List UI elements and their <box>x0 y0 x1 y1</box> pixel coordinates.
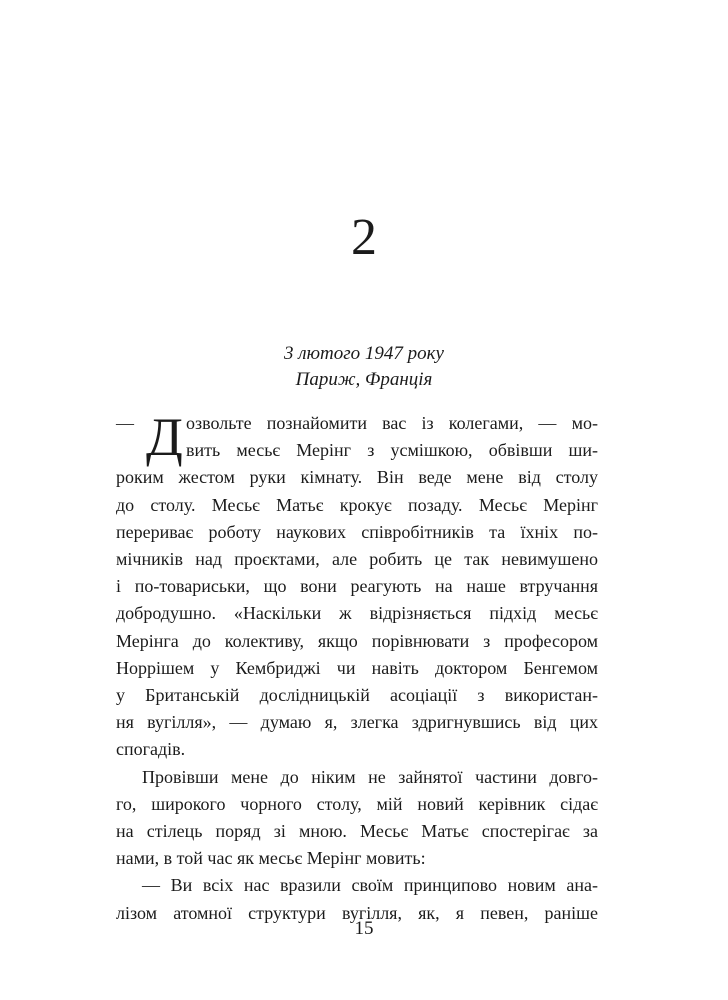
body-text <box>116 407 598 927</box>
dialogue-dash: — <box>116 413 134 433</box>
text-line: Провівши мене до ніким не зайнятої частини довго- <box>142 766 598 787</box>
text-line: до столу. Месьє Матьє крокує позаду. Месьє Мерінг <box>116 494 598 515</box>
text-line: перериває роботу наукових співробітників та їхніх по- <box>116 521 598 542</box>
text-line: ня вугілля», — думаю я, злегка здригнувшись від цих <box>116 712 598 733</box>
text-line: спогадів. <box>116 739 186 760</box>
text-line: Норрішем у Кембриджі чи навіть доктором Бенгемом <box>116 657 598 678</box>
text-line: вить месьє Мерінг з усмішкою, обвівши ши- <box>186 440 598 461</box>
text-line: і по-товариськи, що вони реагують на наше втручання <box>116 576 598 597</box>
text-line-content: озвольте познайомити вас із колегами, — мо- <box>186 413 598 433</box>
chapter-number: 2 <box>351 209 377 266</box>
text-line <box>116 410 598 437</box>
text-line: у Британській дослідницькій асоціації з використан- <box>116 685 598 706</box>
text-line: роким жестом руки кімнату. Він веде мене від столу <box>116 467 598 488</box>
epigraph-date: 3 лютого 1947 року <box>284 343 444 364</box>
text-line: на стілець поряд зі мною. Месьє Матьє спостерігає за <box>116 821 598 842</box>
text-line: Мерінга до колективу, якщо порівнювати з професором <box>116 630 598 651</box>
text-line: лізом атомної структури вугілля, як, я певен, раніше <box>116 902 598 923</box>
text-line: мічників над проєктами, але робить це так невимушено <box>116 549 598 570</box>
chapter-epigraph <box>0 341 728 393</box>
paragraph-1 <box>116 407 598 764</box>
drop-cap: Д <box>146 407 183 467</box>
text-line: — Ви всіх нас вразили своїм принципово новим ана- <box>142 875 598 896</box>
page-number: 15 <box>354 918 374 939</box>
text-line: добродушно. «Наскільки ж відрізняється підхід месьє <box>116 603 598 624</box>
text-line: нами, в той час як месьє Мерінг мовить: <box>116 848 426 869</box>
epigraph-place: Париж, Франція <box>295 369 433 390</box>
text-line: го, широкого чорного столу, мій новий керівник сідає <box>116 793 598 814</box>
paragraph-2 <box>116 764 598 873</box>
